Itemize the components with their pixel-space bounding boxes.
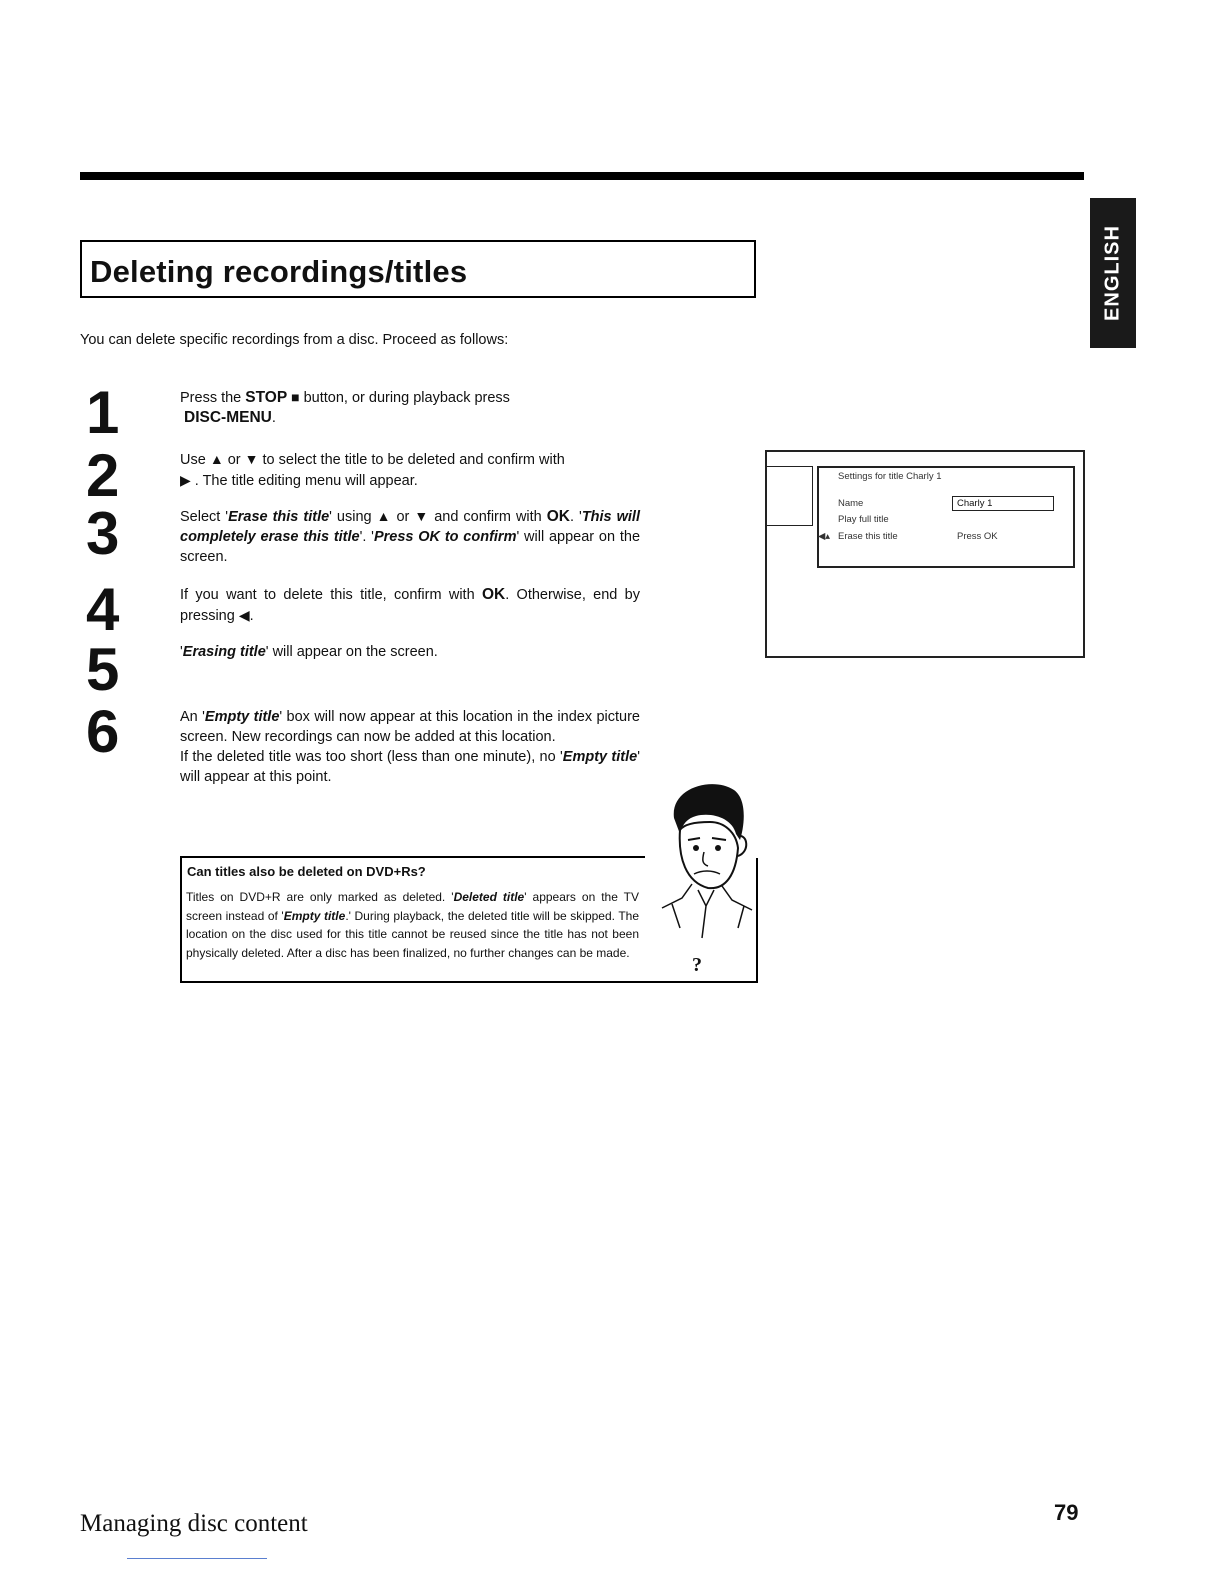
step-number: 2 [86, 442, 120, 509]
up-arrow-icon: ▲ [376, 508, 392, 524]
name-field: Charly 1 [952, 496, 1054, 511]
footer-underline [127, 1558, 267, 1559]
menu-row-label: Erase this title [838, 531, 898, 542]
page-title: Deleting recordings/titles [90, 254, 468, 289]
intro-text: You can delete specific recordings from a disc. Proceed as follows: [80, 332, 509, 348]
note-top-rule [180, 856, 645, 858]
up-arrow-icon: ▲ [209, 451, 224, 467]
step-2-text: Use ▲ or ▼ to select the title to be deleted and confirm with ▶ . The title editing menu will appear. [180, 451, 565, 489]
step-6-text: An 'Empty title' box will now appear at this location in the index picture screen. New recordings can now be added at this location. If the deleted title was too short (less than one minute), no 'Empty title' will appear at this point. [180, 709, 640, 785]
step-number: 4 [86, 576, 120, 643]
language-tab [1090, 198, 1136, 348]
step-1-text: Press the STOP ■ button, or during playback press DISC-MENU. [180, 389, 510, 426]
step-number: 5 [86, 636, 120, 703]
step-number: 1 [86, 379, 120, 446]
menu-heading: Settings for title Charly 1 [838, 471, 942, 482]
right-arrow-icon: ▶ [180, 472, 191, 488]
step-number: 6 [86, 698, 120, 765]
menu-row-label: Name [838, 498, 864, 509]
step-3-text: Select 'Erase this title' using ▲ or ▼ and confirm with OK. 'This will completely erase this title'. 'Press OK to confirm' will appear on the screen. [180, 508, 641, 565]
page-number: 79 [1054, 1500, 1079, 1525]
down-arrow-icon: ▼ [244, 451, 259, 467]
down-arrow-icon: ▼ [414, 508, 430, 524]
note-title: Can titles also be deleted on DVD+Rs? [187, 864, 426, 879]
question-mark: ? [692, 954, 702, 976]
menu-row-label: Play full title [838, 514, 889, 525]
top-rule [80, 172, 1084, 180]
stop-square-icon: ■ [287, 389, 300, 405]
step-number: 3 [86, 500, 120, 567]
left-arrow-icon: ◀ [238, 607, 250, 623]
menu-cursor-icon: ◀▴ [818, 531, 831, 542]
title-thumbnail [765, 466, 813, 526]
title-box [80, 240, 756, 298]
step-5-text: 'Erasing title' will appear on the screen. [180, 644, 438, 660]
footer-section-title: Managing disc content [80, 1510, 308, 1537]
menu-row-value: Press OK [957, 531, 998, 542]
language-tab-label: ENGLISH [1101, 225, 1124, 321]
cartoon-man-icon [652, 778, 760, 948]
step-4-text: If you want to delete this title, confirm with OK. Otherwise, end by pressing ◀. [180, 586, 640, 624]
note-text: Titles on DVD+R are only marked as deleted. 'Deleted title' appears on the TV screen instead of 'Empty title.' During playback, the deleted title will be skipped. The location on the disc used for this title cannot be reused since the title has not been physically deleted. After a disc has been finalized, no further changes can be made. [186, 890, 640, 960]
